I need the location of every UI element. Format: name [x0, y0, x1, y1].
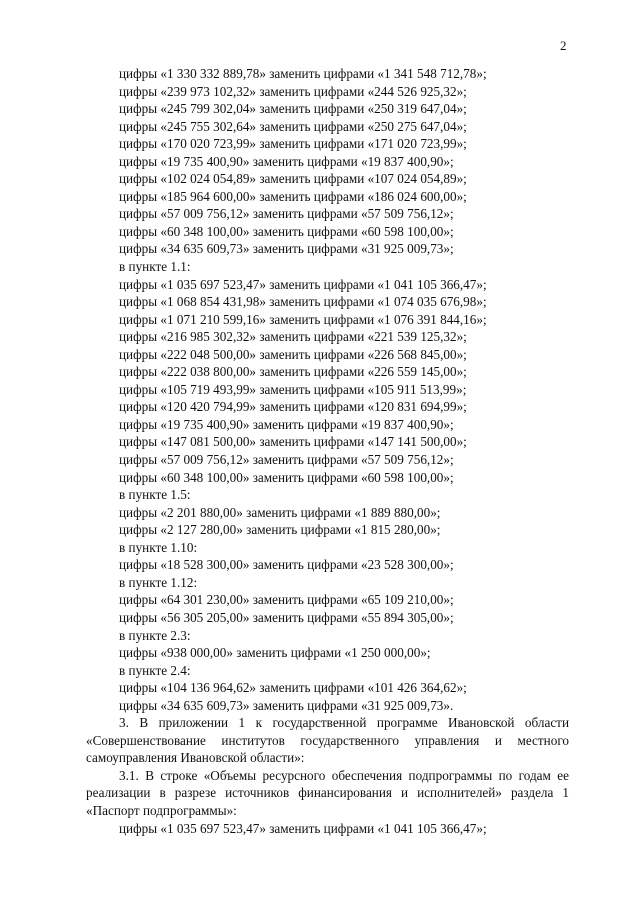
section-heading-line: в пункте 2.3: — [119, 627, 191, 643]
amendment-line: цифры «64 301 230,00» заменить цифрами «65 109 210,00»; — [119, 592, 454, 608]
amendment-line: цифры «2 127 280,00» заменить цифрами «1 815 280,00»; — [119, 522, 441, 538]
amendment-line: цифры «56 305 205,00» заменить цифрами «55 894 305,00»; — [119, 609, 454, 625]
paragraph-3-1 — [86, 767, 569, 820]
section-heading-line: в пункте 1.1: — [119, 259, 191, 275]
amendment-line: цифры «1 330 332 889,78» заменить цифрами «1 341 548 712,78»; — [119, 66, 487, 81]
amendment-line: цифры «19 735 400,90» заменить цифрами «19 837 400,90»; — [119, 153, 454, 169]
amendment-line: цифры «34 635 609,73» заменить цифрами «31 925 009,73». — [119, 697, 454, 713]
amendment-line: цифры «1 071 210 599,16» заменить цифрами «1 076 391 844,16»; — [119, 311, 487, 327]
amendment-line: цифры «105 719 493,99» заменить цифрами «105 911 513,99»; — [119, 381, 467, 397]
document-body — [86, 65, 569, 837]
last-amendment-line: цифры «1 035 697 523,47» заменить цифрами «1 041 105 366,47»; — [119, 820, 487, 836]
amendment-line: цифры «216 985 302,32» заменить цифрами «221 539 125,32»; — [119, 329, 467, 345]
amendment-line: цифры «222 048 500,00» заменить цифрами «226 568 845,00»; — [119, 346, 467, 362]
amendment-list — [119, 65, 569, 714]
amendment-line: цифры «245 755 302,64» заменить цифрами «250 275 647,04»; — [119, 118, 467, 134]
amendment-line: цифры «57 009 756,12» заменить цифрами «57 509 756,12»; — [119, 206, 454, 222]
amendment-line: цифры «170 020 723,99» заменить цифрами «171 020 723,99»; — [119, 136, 467, 152]
amendment-line: цифры «34 635 609,73» заменить цифрами «31 925 009,73»; — [119, 241, 454, 257]
paragraph-3 — [86, 714, 569, 767]
amendment-line: цифры «19 735 400,90» заменить цифрами «19 837 400,90»; — [119, 416, 454, 432]
amendment-line: цифры «60 348 100,00» заменить цифрами «60 598 100,00»; — [119, 469, 454, 485]
amendment-line: цифры «104 136 964,62» заменить цифрами «101 426 364,62»; — [119, 680, 467, 696]
amendment-line: цифры «185 964 600,00» заменить цифрами «186 024 600,00»; — [119, 188, 467, 204]
page-number: 2 — [560, 38, 567, 53]
section-heading-line: в пункте 1.12: — [119, 574, 198, 590]
amendment-line: цифры «147 081 500,00» заменить цифрами «147 141 500,00»; — [119, 434, 467, 450]
section-heading-line: в пункте 1.10: — [119, 539, 198, 555]
amendment-line: цифры «57 009 756,12» заменить цифрами «57 509 756,12»; — [119, 452, 454, 468]
amendment-line: цифры «102 024 054,89» заменить цифрами «107 024 054,89»; — [119, 171, 467, 187]
amendment-line: цифры «120 420 794,99» заменить цифрами «120 831 694,99»; — [119, 399, 467, 415]
amendment-line: цифры «1 068 854 431,98» заменить цифрами «1 074 035 676,98»; — [119, 294, 487, 310]
amendment-line: цифры «60 348 100,00» заменить цифрами «60 598 100,00»; — [119, 223, 454, 239]
amendment-line: цифры «2 201 880,00» заменить цифрами «1 889 880,00»; — [119, 504, 441, 520]
section-heading-line: в пункте 1.5: — [119, 487, 191, 503]
amendment-line: цифры «938 000,00» заменить цифрами «1 250 000,00»; — [119, 645, 431, 661]
amendment-line: цифры «245 799 302,04» заменить цифрами «250 319 647,04»; — [119, 101, 467, 117]
section-heading-line: в пункте 2.4: — [119, 662, 191, 678]
amendment-line: цифры «18 528 300,00» заменить цифрами «23 528 300,00»; — [119, 557, 454, 573]
amendment-line: цифры «222 038 800,00» заменить цифрами «226 559 145,00»; — [119, 364, 467, 380]
amendment-line: цифры «239 973 102,32» заменить цифрами «244 526 925,32»; — [119, 83, 467, 99]
paragraph-3-text: 3. В приложении 1 к государственной программе Ивановской области «Совершенствование институтов государственного управления и местного самоуправления Ивановской области»: — [86, 715, 569, 766]
amendment-line: цифры «1 035 697 523,47» заменить цифрами «1 041 105 366,47»; — [119, 276, 487, 292]
paragraph-3-1-text: 3.1. В строке «Объемы ресурсного обеспечения подпрограммы по годам ее реализации в разрезе источников финансирования и исполнителей» раздела 1 «Паспорт подпрограммы»: — [86, 767, 569, 818]
